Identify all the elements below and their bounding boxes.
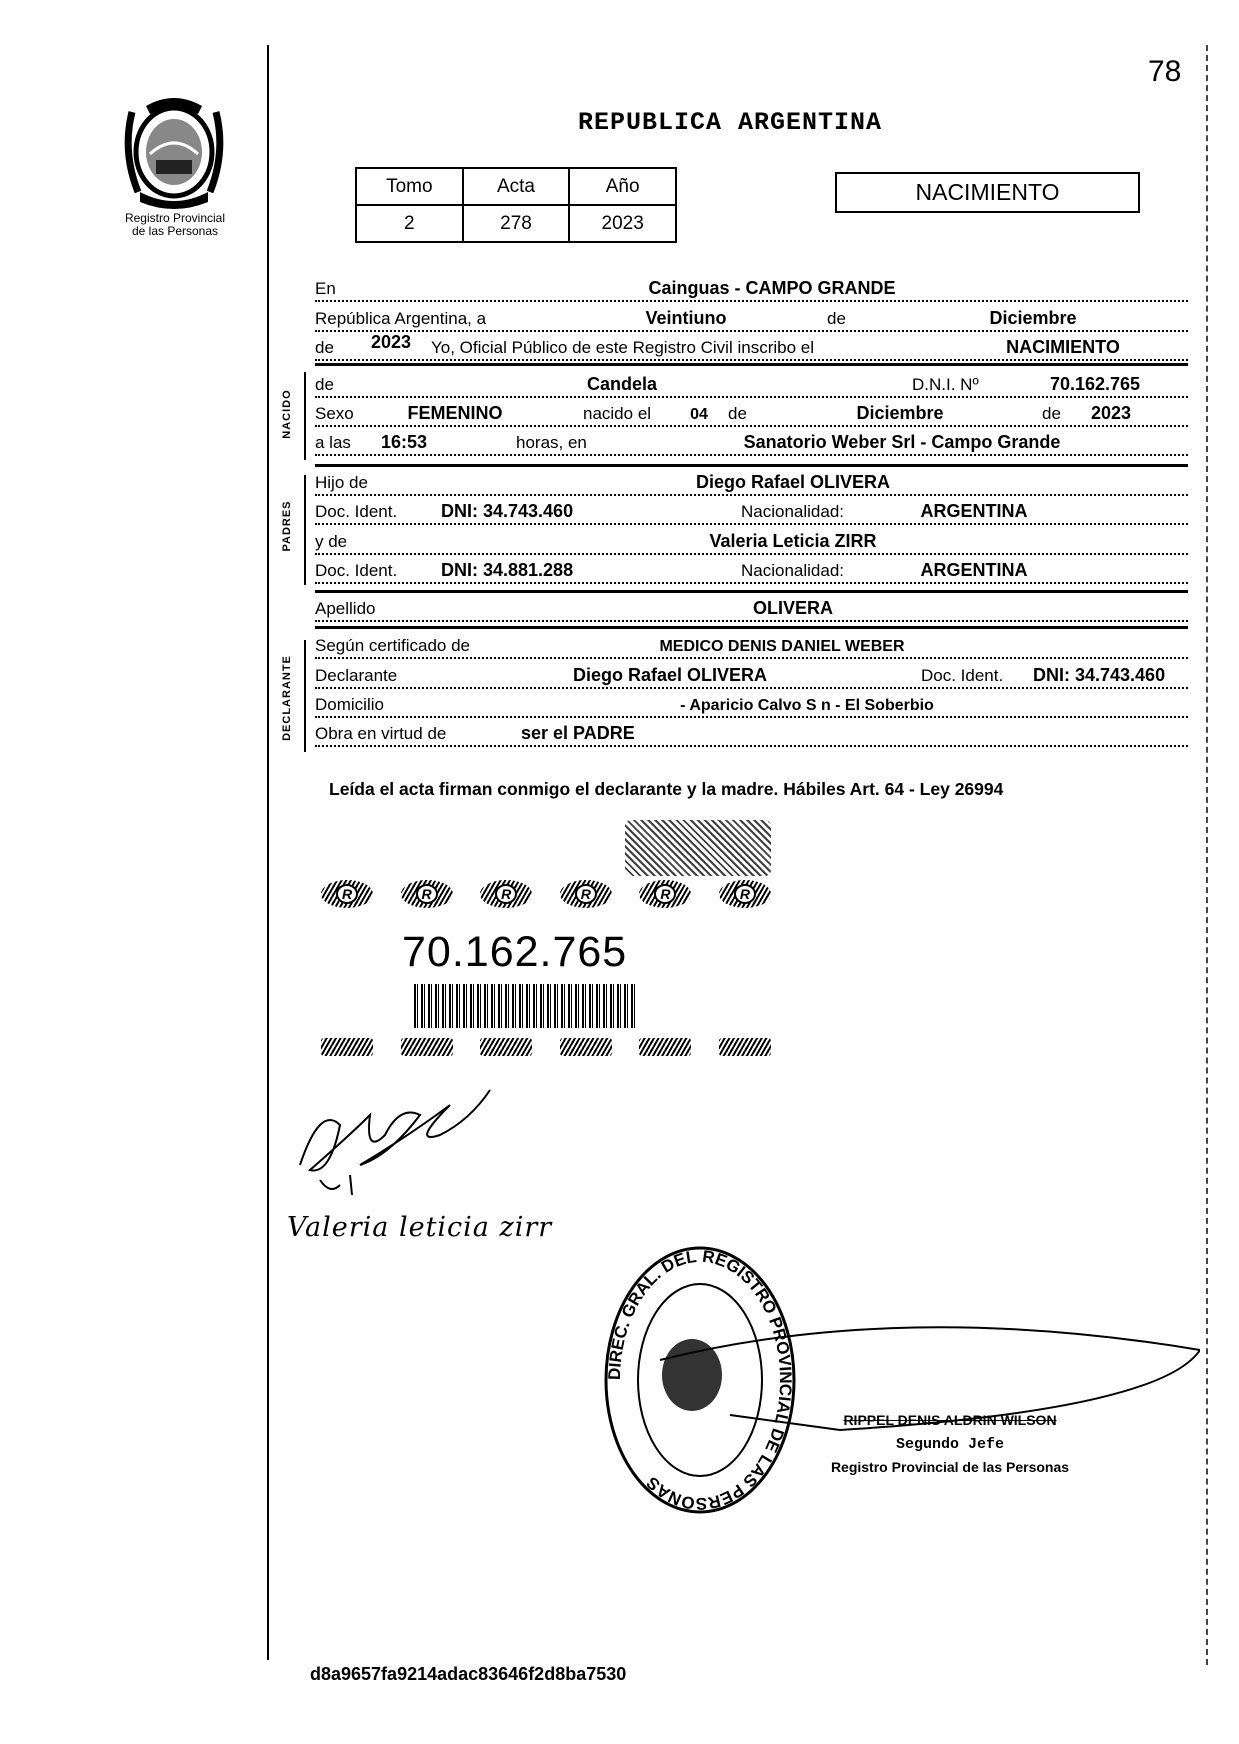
section-bar — [304, 475, 306, 585]
r-mark-icon — [719, 1038, 771, 1056]
divider — [315, 590, 1188, 593]
value-sexo: FEMENINO — [407, 403, 503, 423]
row-obra — [315, 721, 1188, 747]
label-republica: República Argentina, a — [315, 309, 487, 328]
r-mark: R — [575, 884, 597, 904]
security-r-row-bottom — [321, 1036, 771, 1058]
section-bar — [304, 640, 306, 752]
r-mark-icon — [401, 880, 453, 908]
value-nombre: Candela — [586, 374, 658, 394]
section-label-nacido: NACIDO — [281, 389, 293, 439]
value-madre: Valeria Leticia ZIRR — [709, 531, 877, 551]
label-segun-certificado: Según certificado de — [315, 636, 470, 655]
section-bar — [304, 372, 306, 460]
row-fecha — [315, 306, 1188, 332]
label-dni: D.N.I. Nº — [912, 375, 979, 394]
label-doc-ident: Doc. Ident. — [921, 666, 1004, 685]
row-padre — [315, 470, 1188, 496]
row-nacido-sexo — [315, 401, 1188, 427]
label-nacionalidad: Nacionalidad: — [741, 561, 845, 580]
label-horas-en: horas, en — [516, 433, 587, 452]
stamp-text: DIREC. GRAL. DEL REGISTRO PROVINCIAL DE LAS PERSONAS — [604, 1246, 796, 1514]
security-pattern — [625, 820, 771, 876]
value-tomo: 2 — [356, 205, 463, 242]
closing-text: Leída el acta firman conmigo el declarante y la madre. Hábiles Art. 64 - Ley 26994 — [329, 779, 1004, 799]
signer-name: RIPPEL DENIS ALDRIN WILSON — [843, 1412, 1057, 1428]
header-ano: Año — [569, 168, 676, 205]
declarante-signature — [290, 1085, 495, 1197]
value-apellido: OLIVERA — [752, 598, 834, 618]
section-label-declarante: DECLARANTE — [281, 655, 293, 741]
value-anio-nac: 2023 — [1090, 403, 1132, 423]
value-ano: 2023 — [569, 205, 676, 242]
r-mark: R — [654, 884, 676, 904]
value-tipo: NACIMIENTO — [1006, 337, 1120, 357]
r-mark: R — [336, 884, 358, 904]
label-nacionalidad: Nacionalidad: — [741, 502, 845, 521]
row-inscripcion — [315, 332, 1188, 361]
value-acta: 278 — [463, 205, 570, 242]
r-mark-icon — [560, 880, 612, 908]
label-de: de — [1042, 404, 1061, 423]
value-mes-nac: Diciembre — [856, 403, 944, 423]
label-hijo-de: Hijo de — [315, 473, 368, 492]
value-declarante: Diego Rafael OLIVERA — [572, 665, 768, 685]
barcode — [414, 984, 636, 1028]
value-dia-nac: 04 — [690, 406, 708, 423]
label-de: de — [728, 404, 747, 423]
divider — [315, 464, 1188, 467]
r-mark-icon — [480, 880, 532, 908]
label-de: de — [827, 309, 846, 328]
madre-handwritten-signature: Valeria leticia zirr — [287, 1212, 553, 1243]
r-mark-icon — [401, 1038, 453, 1056]
label-doc-ident: Doc. Ident. — [315, 502, 398, 521]
r-mark-icon — [639, 1038, 691, 1056]
value-padre: Diego Rafael OLIVERA — [695, 472, 891, 492]
logo-caption-line1: Registro Provincial — [124, 211, 226, 225]
document-hash: d8a9657fa9214adac83646f2d8ba7530 — [310, 1664, 627, 1684]
row-nacido-nombre — [315, 372, 1188, 398]
document-title: REPUBLICA ARGENTINA — [577, 108, 883, 137]
r-mark-icon — [639, 880, 691, 908]
r-mark-icon — [321, 1038, 373, 1056]
value-padre-nac: ARGENTINA — [920, 501, 1028, 521]
value-obra: ser el PADRE — [521, 723, 635, 743]
r-mark: R — [734, 884, 756, 904]
header-acta: Acta — [463, 168, 570, 205]
row-declarante — [315, 663, 1188, 689]
logo-caption — [100, 212, 250, 238]
value-declarante-doc: DNI: 34.743.460 — [1033, 665, 1166, 685]
row-certificado — [315, 633, 1188, 659]
r-mark-icon — [321, 880, 373, 908]
text-inscripcion: Yo, Oficial Público de este Registro Civil inscribo el — [431, 338, 814, 357]
acta-reference-table — [355, 167, 677, 243]
label-domicilio: Domicilio — [315, 695, 384, 714]
value-lugar: Sanatorio Weber Srl - Campo Grande — [743, 432, 1061, 452]
official-stamp — [600, 1240, 1200, 1520]
label-en: En — [315, 279, 336, 298]
row-padre-doc — [315, 499, 1188, 525]
label-sexo: Sexo — [315, 404, 354, 423]
row-madre — [315, 529, 1188, 555]
left-margin-line — [267, 45, 269, 1660]
value-certificado: MEDICO DENIS DANIEL WEBER — [659, 638, 905, 655]
signer-title: Segundo Jefe — [895, 1436, 1005, 1453]
value-dia: Veintiuno — [645, 308, 727, 328]
value-padre-doc: DNI: 34.743.460 — [441, 501, 574, 521]
divider — [315, 626, 1188, 629]
dni-number-print: 70.162.765 — [402, 928, 628, 976]
value-dni: 70.162.765 — [1049, 374, 1141, 394]
label-a-las: a las — [315, 433, 351, 452]
right-margin-line — [1206, 45, 1208, 1665]
label-apellido: Apellido — [315, 599, 376, 618]
value-hora: 16:53 — [380, 432, 428, 452]
signer-office: Registro Provincial de las Personas — [830, 1459, 1070, 1475]
logo-caption-line2: de las Personas — [131, 224, 219, 238]
label-declarante: Declarante — [315, 666, 398, 685]
label-de: de — [315, 375, 334, 394]
page-number: 78 — [1148, 55, 1182, 88]
label-doc-ident: Doc. Ident. — [315, 561, 398, 580]
value-mes: Diciembre — [989, 308, 1077, 328]
security-r-row — [321, 878, 771, 910]
label-de: de — [315, 338, 334, 357]
r-mark: R — [495, 884, 517, 904]
header-tomo: Tomo — [356, 168, 463, 205]
r-mark-icon — [480, 1038, 532, 1056]
row-apellido — [315, 596, 1188, 622]
value-anio: 2023 — [370, 332, 412, 352]
value-madre-doc: DNI: 34.881.288 — [441, 560, 574, 580]
r-mark: R — [416, 884, 438, 904]
record-type-box: NACIMIENTO — [835, 172, 1140, 213]
value-localidad: Cainguas - CAMPO GRANDE — [648, 278, 896, 298]
misiones-coat-of-arms-logo — [112, 92, 236, 210]
label-nacido-el: nacido el — [583, 404, 652, 423]
row-nacido-hora — [315, 430, 1188, 456]
label-obra-en-virtud: Obra en virtud de — [315, 724, 447, 743]
row-madre-doc — [315, 558, 1188, 584]
label-y-de: y de — [315, 532, 348, 551]
divider — [315, 363, 1188, 366]
value-domicilio: - Aparicio Calvo S n - El Soberbio — [680, 697, 934, 714]
r-mark-icon — [560, 1038, 612, 1056]
row-domicilio — [315, 692, 1188, 718]
section-label-padres: PADRES — [281, 500, 293, 552]
value-madre-nac: ARGENTINA — [920, 560, 1028, 580]
r-mark-icon — [719, 880, 771, 908]
row-en — [315, 276, 1188, 302]
